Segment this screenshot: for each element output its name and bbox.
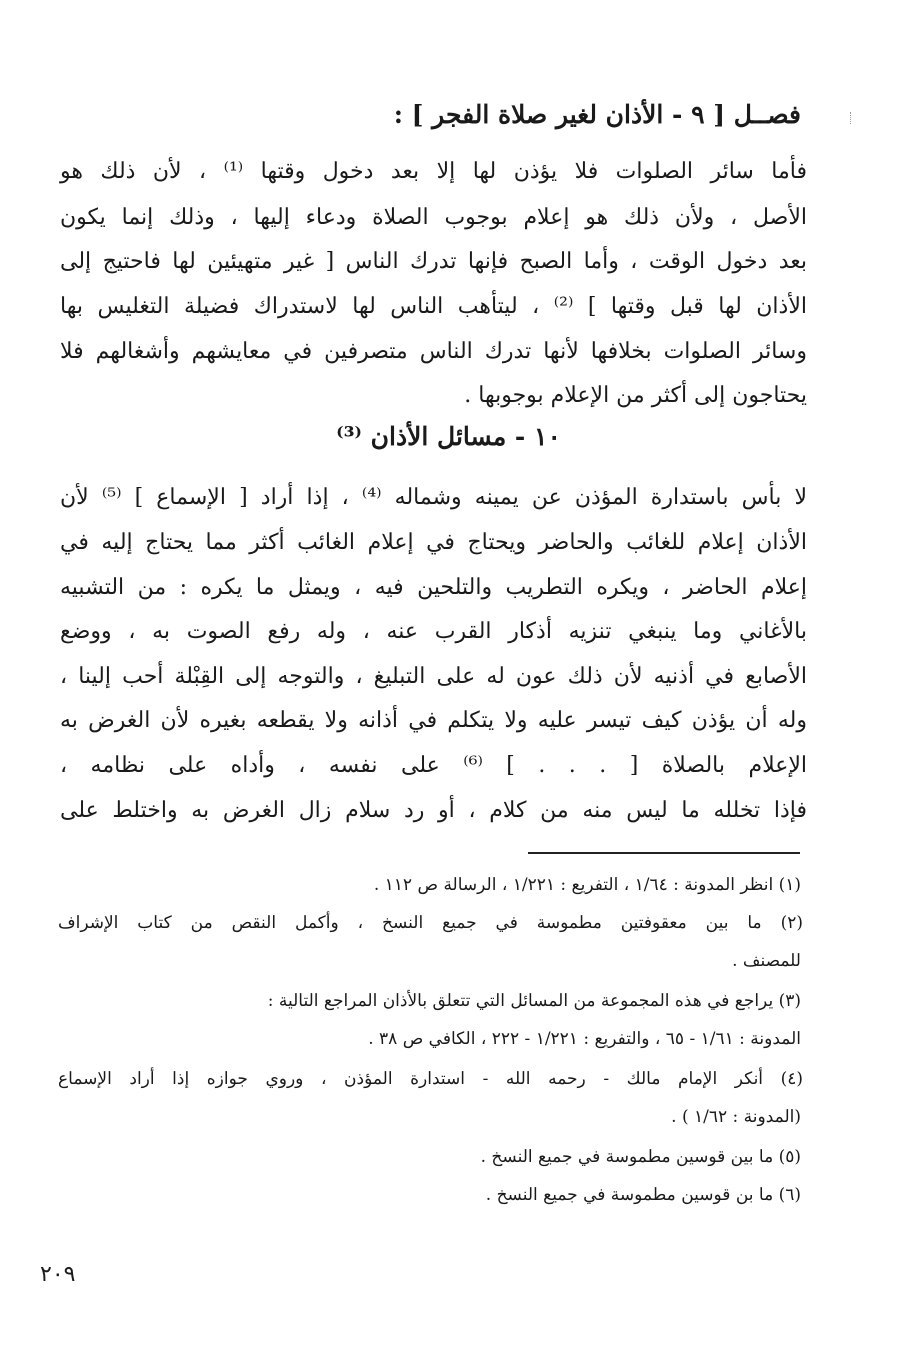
footnote-continuation: (المدونة : ١/٦٢ ) . — [671, 1107, 801, 1127]
paragraph-line: يحتاجون إلى أكثر من الإعلام بوجوبها . — [464, 383, 807, 408]
paragraph-line: الأذان إعلام للغائب والحاضر ويحتاج في إعلام الغائب أكثر مما يحتاج إليه في — [60, 530, 807, 555]
section-heading: فصــل [ ٩ - الأذان لغير صلاة الفجر ] : — [393, 100, 801, 129]
paragraph-line: بالأغاني وما ينبغي تنزيه أذكار القرب عنه ، وله رفع الصوت به ، ووضع — [60, 619, 807, 644]
paragraph-line: إعلام الحاضر ، ويكره التطريب والتلحين فيه ، ويمثل ما يكره : من التشبيه — [60, 575, 808, 600]
paragraph-line: فإذا تخلله ما ليس منه من كلام ، أو رد سلام زال الغرض به واختلط على — [60, 798, 807, 823]
footnote: (٢) ما بين معقوفتين مطموسة في جميع النسخ ، وأكمل النقص من كتاب الإشراف — [58, 913, 803, 933]
footnote: (٦) ما بن قوسين مطموسة في جميع النسخ . — [485, 1185, 801, 1205]
footnote: (٥) ما بين قوسين مطموسة في جميع النسخ . — [480, 1147, 801, 1167]
footnote: (٣) يراجع في هذه المجموعة من المسائل التي تتعلق بالأذان المراجع التالية : — [267, 991, 801, 1011]
paragraph-line: وسائر الصلوات بخلافها لأنها تدرك الناس متصرفين في معايشهم وأشغالهم فلا — [60, 339, 807, 364]
paragraph-line: الأصل ، ولأن ذلك هو إعلام بوجوب الصلاة ودعاء إليها ، وذلك إنما يكون — [60, 205, 807, 230]
margin-mark — [850, 112, 853, 124]
footnote-rule — [528, 852, 800, 854]
subheading: ١٠ - مسائل الأذان ⁽³⁾ — [336, 422, 561, 451]
footnote: (٤) أنكر الإمام مالك - رحمه الله - استدارة المؤذن ، وروي جوازه إذا أراد الإسماع — [58, 1069, 803, 1089]
paragraph-line: وله أن يؤذن كيف تيسر عليه ولا يتكلم في أذانه ولا يقطعه بغيره لأن الغرض به — [60, 708, 807, 733]
paragraph-line: الأصابع في أذنيه لأن ذلك عون له على التبليغ ، والتوجه إلى القِبْلة أحب إلينا ، — [60, 664, 807, 689]
footnote-continuation: للمصنف . — [732, 951, 801, 971]
paragraph-line: بعد دخول الوقت ، وأما الصبح فإنها تدرك الناس [ غير متهيئين لها فاحتيج إلى — [60, 249, 807, 274]
footnote: (١) انظر المدونة : ١/٦٤ ، التفريع : ١/٢٢١ ، الرسالة ص ١١٢ . — [373, 875, 801, 895]
paragraph-line: الإعلام بالصلاة [ . . . ] ⁽⁶⁾ على نفسه ، وأداه على نظامه ، — [60, 753, 807, 778]
paragraph-line: الأذان لها قبل وقتها ] ⁽²⁾ ، ليتأهب الناس لها لاستدراك فضيلة التغليس بها — [60, 294, 808, 319]
paragraph-line: فأما سائر الصلوات فلا يؤذن لها إلا بعد دخول وقتها ⁽¹⁾ ، لأن ذلك هو — [60, 159, 807, 184]
page-number: ٢٠٩ — [40, 1262, 76, 1287]
paragraph-line: لا بأس باستدارة المؤذن عن يمينه وشماله ⁽⁴⁾ ، إذا أراد [ الإسماع ] ⁽⁵⁾ لأن — [60, 485, 807, 510]
footnote-continuation: المدونة : ١/٦١ - ٦٥ ، والتفريع : ١/٢٢١ - ٢٢٢ ، الكافي ص ٣٨ . — [368, 1029, 801, 1049]
